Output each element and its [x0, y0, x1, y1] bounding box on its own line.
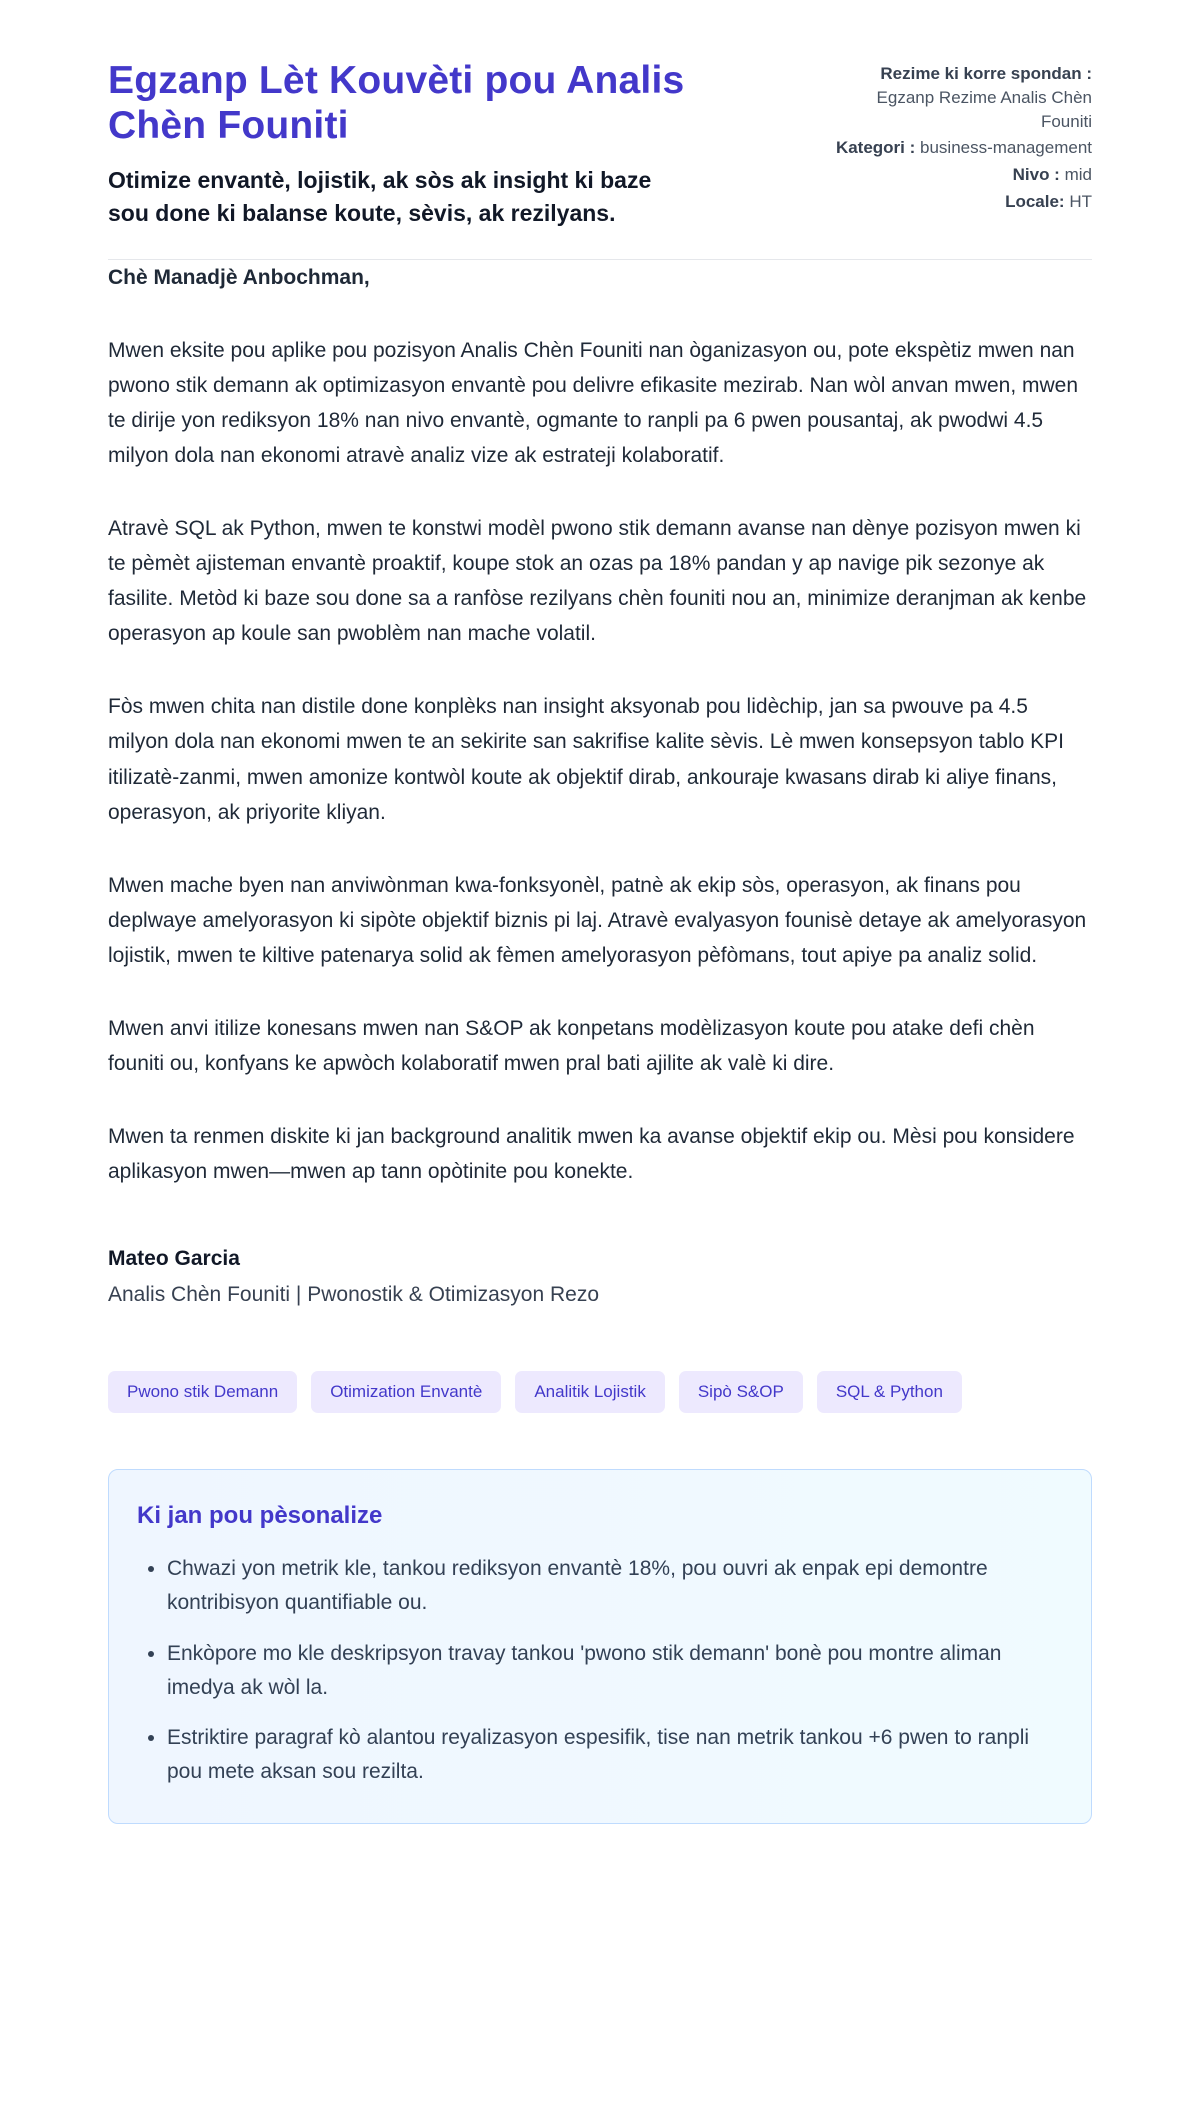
- letter-paragraph: Mwen ta renmen diskite ki jan background analitik mwen ka avanse objektif ekip ou. Mèsi pou konsidere aplikasyon mwen—mwen ap tann opòtinite pou konekte.: [108, 1124, 1075, 1184]
- meta-value: Egzanp Rezime Analis Chèn Founiti: [876, 87, 1092, 131]
- page-header: [108, 58, 1092, 229]
- meta-value: HT: [1069, 191, 1092, 211]
- tag-list: [108, 1371, 1092, 1413]
- tag-pill: Sipò S&OP: [679, 1371, 803, 1413]
- callout-item: • Estriktire paragraf kò alantou reyalizasyon espesifik, tise nan metrik tankou +6 pwen to ranpli pou mete aksan sou rezilta.: [167, 1721, 1055, 1789]
- signature-name: Mateo Garcia: [108, 1247, 240, 1271]
- meta-label: Kategori :: [835, 138, 916, 158]
- signature-block: [108, 1247, 1092, 1307]
- meta-value: mid: [1064, 165, 1092, 185]
- letter-body: [108, 260, 1092, 1307]
- letter-greeting: Chè Manadjè Anbochman,: [108, 265, 370, 289]
- tag-pill: SQL & Python: [817, 1371, 962, 1413]
- page-subtitle: Otimize envantè, lojistik, ak sòs ak insight ki baze sou done ki balanse koute, sèvis, ak rezilyans.: [108, 167, 652, 226]
- header-title-block: [108, 58, 788, 229]
- meta-row-level: [830, 163, 1092, 187]
- tag-pill: Otimization Envantè: [311, 1371, 501, 1413]
- callout-item: • Enkòpore mo kle deskripsyon travay tankou 'pwono stik demann' bonè pou montre aliman imedya ak wòl la.: [167, 1637, 1055, 1705]
- signature-role: Analis Chèn Founiti | Pwonostik & Otimizasyon Rezo: [108, 1283, 599, 1307]
- meta-row-category: [830, 136, 1092, 160]
- meta-label: Rezime ki korre spondan :: [880, 64, 1092, 83]
- meta-row-locale: [830, 190, 1092, 214]
- meta-value: business-management: [920, 138, 1092, 158]
- meta-label: Locale:: [1005, 191, 1065, 211]
- letter-paragraph: Mwen mache byen nan anviwònman kwa-fonksyonèl, patnè ak ekip sòs, operasyon, ak finans pou deplwaye amelyorasyon ki sipòte objektif biznis pi laj. Atravè evalyasyon founisè detaye ak amelyorasyon lojistik, mwen te kiltive patenarya solid ak fèmen amelyorasyon pèfòmans, tout apiye pa analiz solid.: [108, 873, 1087, 967]
- personalization-callout: [108, 1469, 1092, 1824]
- letter-paragraph: Atravè SQL ak Python, mwen te konstwi modèl pwono stik demann avanse nan dènye pozisyon mwen ki te pèmèt ajisteman envantè proaktif, koupe stok an ozas pa 18% pandan y ap navige pik sezonye ak fasilite. Metòd ki baze sou done sa a ranfòse rezilyans chèn founiti nou an, minimize deranjman ak kenbe operasyon ap koule san pwoblèm nan mache volatil.: [108, 517, 1087, 646]
- tag-pill: Analitik Lojistik: [515, 1371, 665, 1413]
- letter-paragraph: Mwen anvi itilize konesans mwen nan S&OP ak konpetans modèlizasyon koute pou atake defi chèn founiti ou, konfyans ke apwòch kolaboratif mwen pral bati ajilite ak valè ki dire.: [108, 1016, 1035, 1075]
- meta-block: [830, 58, 1092, 229]
- meta-label: Nivo :: [1012, 165, 1060, 185]
- letter-paragraph: Mwen eksite pou aplike pou pozisyon Analis Chèn Founiti nan òganizasyon ou, pote ekspètiz mwen nan pwono stik demann ak optimizasyon envantè pou delivre efikasite mezirab. Nan wòl anvan mwen, mwen te dirije yon rediksyon 18% nan nivo envantè, ogmante to ranpli pa 6 pwen pousantaj, ak pwodwi 4.5 milyon dola nan ekonomi atravè analiz vize ak estrateji kolaboratif.: [108, 338, 1078, 468]
- callout-item: • Chwazi yon metrik kle, tankou rediksyon envantè 18%, pou ouvri ak enpak epi demontre kontribisyon quantifiable ou.: [167, 1552, 1055, 1620]
- meta-row-resume: [830, 62, 1092, 133]
- page-title: Egzanp Lèt Kouvèti pou Analis Chèn Founiti: [108, 59, 685, 148]
- callout-list: [137, 1552, 1055, 1789]
- tag-pill: Pwono stik Demann: [108, 1371, 297, 1413]
- callout-title: Ki jan pou pèsonalize: [137, 1502, 383, 1530]
- letter-paragraph: Fòs mwen chita nan distile done konplèks nan insight aksyonab pou lidèchip, jan sa pwouve pa 4.5 milyon dola nan ekonomi mwen te an sekirite san sakrifise kalite sèvis. Lè mwen konsepsyon tablo KPI itilizatè-zanmi, mwen amonize kontwòl koute ak objektif dirab, ankouraje kwasans dirab ki aliye finans, operasyon, ak priyorite kliyan.: [108, 695, 1064, 824]
